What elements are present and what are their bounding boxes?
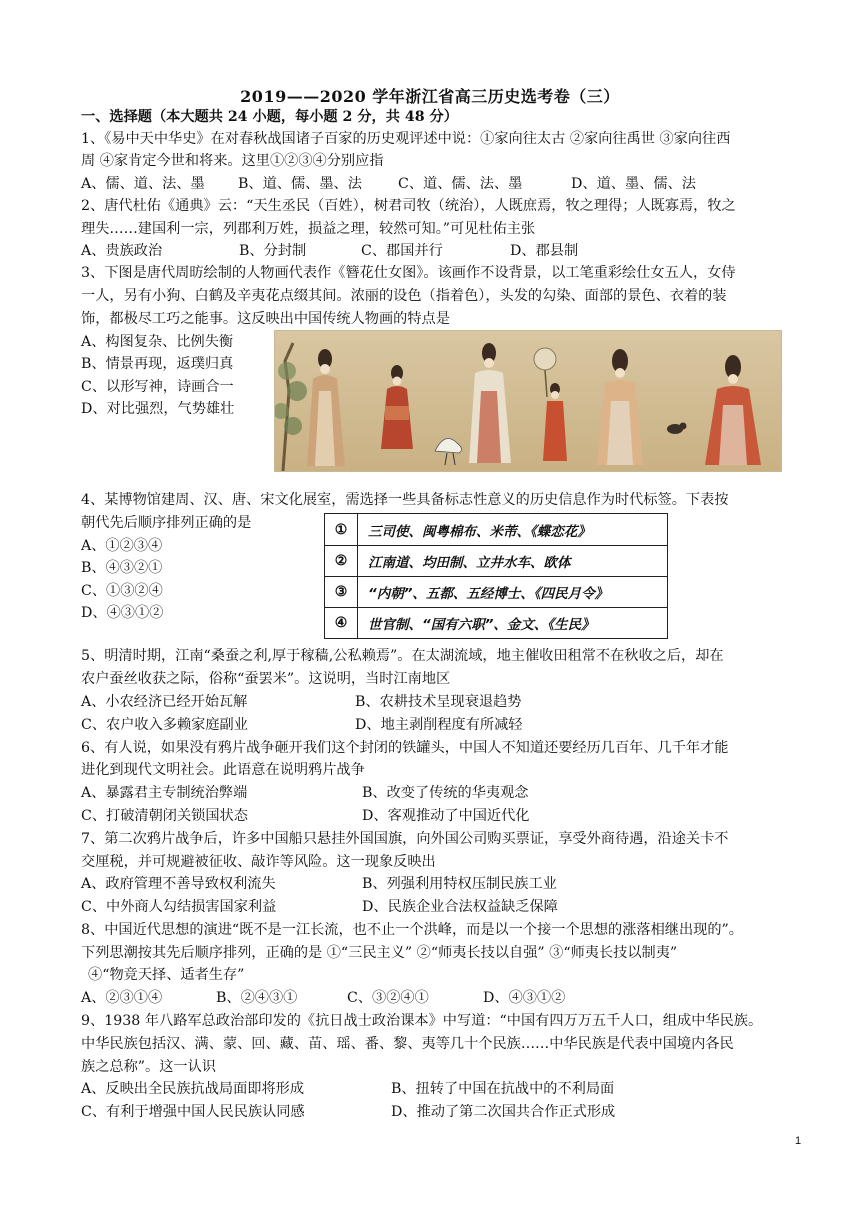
- q9-line-1: 9、1938 年八路军总政治部印发的《抗日战士政治课本》中写道：“中国有四万万五千人口，组成中华民族。: [81, 1013, 763, 1029]
- q5-option-a: A、小农经济已经开始瓦解: [81, 694, 248, 710]
- q7-line-2: 交厘税，并可规避被征收、敲诈等风险。这一现象反映出: [81, 854, 436, 870]
- q3-option-c: C、以形写神，诗画合一: [81, 379, 234, 395]
- table-row: [325, 576, 667, 608]
- table-row: [325, 607, 667, 638]
- q2-option-c: C、郡国并行: [361, 243, 443, 259]
- q6-option-a: A、暴露君主专制统治弊端: [81, 785, 248, 801]
- q2-option-d: D、郡县制: [510, 243, 579, 259]
- q9-option-c: C、有利于增强中国人民民族认同感: [81, 1104, 305, 1120]
- q4-line-1: 4、某博物馆建周、汉、唐、宋文化展室，需选择一些具备标志性意义的历史信息作为时代标签。下表按: [81, 492, 729, 508]
- row-text: 三司使、闽粤棉布、米芾、《蝶恋花》: [368, 523, 591, 540]
- q3-line-2: 一人，另有小狗、白鹤及辛夷花点缀其间。浓丽的设色（指着色），头发的勾染、面部的景色、衣着的装: [81, 288, 727, 304]
- q9-option-b: B、扭转了中国在抗战中的不利局面: [391, 1081, 615, 1097]
- q5-option-b: B、农耕技术呈现衰退趋势: [355, 694, 522, 710]
- q6-option-c: C、打破清朝闭关锁国状态: [81, 808, 248, 824]
- q4-option-c: C、①③②④: [81, 583, 163, 599]
- court-ladies-painting-image: [274, 330, 782, 472]
- q2-option-a: A、贵族政治: [81, 243, 163, 259]
- row-number: ②: [325, 545, 358, 576]
- q2-line-2: 理失……建国利一宗，列郡利万姓，损益之理，较然可知。”可见杜佑主张: [81, 221, 536, 237]
- table-row: [325, 545, 667, 577]
- q3-option-d: D、对比强烈，气势雄壮: [81, 401, 235, 417]
- q9-line-3: 族之总称”。这一认识: [81, 1059, 216, 1075]
- row-number: ④: [325, 607, 358, 638]
- q9-option-a: A、反映出全民族抗战局面即将形成: [81, 1081, 305, 1097]
- row-text: “内朝”、五都、五经博士、《四民月令》: [368, 585, 609, 602]
- q3-line-3: 饰，都极尽工巧之能事。这反映出中国传统人物画的特点是: [81, 311, 450, 327]
- q3-line-1: 3、下图是唐代周昉绘制的人物画代表作《簪花仕女图》。该画作不设背景，以工笔重彩绘仕女五人，女侍: [81, 265, 736, 281]
- q6-option-b: B、改变了传统的华夷观念: [362, 785, 529, 801]
- q4-option-a: A、①②③④: [81, 538, 163, 554]
- q4-era-table: [324, 513, 668, 639]
- q4-option-b: B、④③②①: [81, 560, 163, 576]
- q5-line-2: 农户蚕丝收获之际，俗称“蚕罢米”。这说明，当时江南地区: [81, 671, 451, 687]
- q8-option-d: D、④③①②: [483, 990, 566, 1006]
- table-row: [325, 514, 667, 546]
- row-number: ③: [325, 576, 358, 607]
- row-text: 世官制、“国有六职”、金文、《生民》: [368, 616, 595, 633]
- q1-option-d: D、道、墨、儒、法: [571, 176, 696, 192]
- q8-option-b: B、②④③①: [216, 990, 298, 1006]
- q1-line-2: 周 ④家肯定今世和将来。这里①②③④分别应指: [81, 153, 384, 169]
- q6-line-2: 进化到现代文明社会。此语意在说明鸦片战争: [81, 762, 365, 778]
- row-text: 江南道、均田制、立井水车、欧体: [368, 554, 571, 571]
- q8-line-2: 下列思潮按其先后顺序排列，正确的是 ①“三民主义” ②“师夷长技以自强” ③“师夷长技以制夷”: [81, 945, 678, 961]
- section-heading: 一、选择题（本大题共 24 小题，每小题 2 分，共 48 分）: [81, 109, 458, 125]
- q8-option-c: C、③②④①: [347, 990, 429, 1006]
- q2-line-1: 2、唐代杜佑《通典》云：“天生丞民（百姓），树君司牧（统治），人既庶焉，牧之理得；人既寡焉，牧之: [81, 198, 736, 214]
- q7-line-1: 7、第二次鸦片战争后，许多中国船只悬挂外国国旗，向外国公司购买票证，享受外商待遇，沿途关卡不: [81, 831, 729, 847]
- q8-option-a: A、②③①④: [81, 990, 163, 1006]
- q6-option-d: D、客观推动了中国近代化: [362, 808, 530, 824]
- exam-title: 2019——2020 学年浙江省高三历史选考卷（三）: [240, 87, 620, 106]
- q3-option-b: B、情景再现，返璞归真: [81, 356, 234, 372]
- q9-option-d: D、推动了第二次国共合作正式形成: [391, 1104, 616, 1120]
- q1-option-a: A、儒、道、法、墨: [81, 176, 205, 192]
- q7-option-c: C、中外商人勾结损害国家利益: [81, 899, 277, 915]
- q3-option-a: A、构图复杂、比例失衡: [81, 334, 234, 350]
- q6-line-1: 6、有人说，如果没有鸦片战争砸开我们这个封闭的铁罐头，中国人不知道还要经历几百年、几千年才能: [81, 740, 729, 756]
- q8-line-3: ④“物竞天择、适者生存”: [88, 967, 245, 983]
- q4-option-d: D、④③①②: [81, 605, 164, 621]
- q2-option-b: B、分封制: [239, 243, 307, 259]
- q1-option-b: B、道、儒、墨、法: [238, 176, 362, 192]
- q1-option-c: C、道、儒、法、墨: [398, 176, 523, 192]
- q4-line-2: 朝代先后顺序排列正确的是: [81, 515, 252, 531]
- q5-option-d: D、地主剥削程度有所减轻: [355, 717, 523, 733]
- q5-line-1: 5、明清时期，江南“桑蚕之利,厚于稼穑,公私赖焉”。在太湖流域，地主催收田租常不在秋收之后，却在: [81, 648, 724, 664]
- q5-option-c: C、农户收入多赖家庭副业: [81, 717, 248, 733]
- q7-option-d: D、民族企业合法权益缺乏保障: [362, 899, 558, 915]
- q7-option-b: B、列强利用特权压制民族工业: [362, 876, 557, 892]
- q1-line-1: 1、《易中天中华史》在对春秋战国诸子百家的历史观评述中说：①家向往太古 ②家向往禹世 ③家向往西: [81, 131, 731, 147]
- row-number: ①: [325, 514, 358, 545]
- q8-line-1: 8、中国近代思想的演进“既不是一江长流，也不止一个洪峰，而是以一个接一个思想的涨落相继出现的”。: [81, 922, 743, 938]
- q7-option-a: A、政府管理不善导致权利流失: [81, 876, 276, 892]
- page-number: 1: [795, 1135, 802, 1147]
- q9-line-2: 中华民族包括汉、满、蒙、回、藏、苗、瑶、番、黎、夷等几十个民族……中华民族是代表中国境内各民: [81, 1036, 734, 1052]
